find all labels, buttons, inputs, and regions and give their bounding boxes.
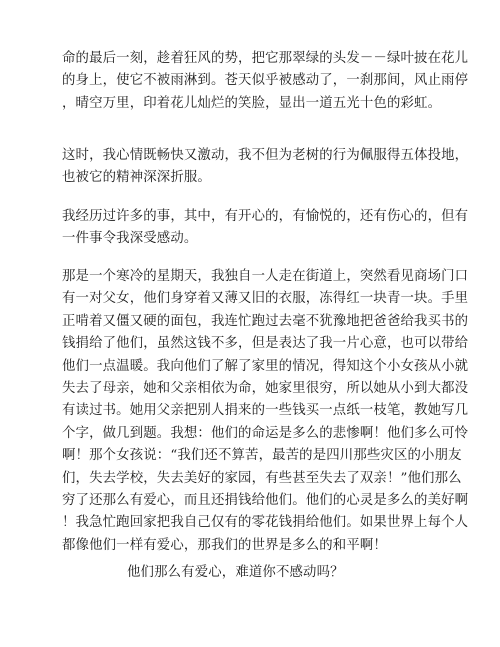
text-line: 都像他们一样有爱心，那我们的世界是多么的和平啊！ [62,537,387,553]
text-line: 他们一点温暖。我向他们了解了家里的情况，得知这个小女孩从小就 [62,358,469,374]
text-line: 那是一个寒冷的星期天，我独自一人走在街道上，突然看见商场门口 [62,269,469,284]
text-line: 有一对父女，他们身穿着又薄又旧的衣服，冻得红一块青一块。手里 [62,291,469,307]
text-line: ，晴空万里，印着花儿灿烂的笑脸，显出一道五光十色的彩虹。 [62,95,442,111]
text-line: 失去了母亲，她和父亲相依为命，她家里很穷，所以她从小到大都没 [62,381,469,397]
text-line: ！我急忙跑回家把我自己仅有的零花钱捐给他们。如果世界上每个人 [62,515,469,531]
text-line: 个字，做几到题。我想：他们的命运是多么的悲惨啊！他们多么可怜 [62,425,469,441]
text-line: 们，失去学校，失去美好的家园，有些甚至失去了双亲！”他们那么 [62,470,462,486]
text-line: 他们那么有爱心，难道你不感动吗？ [127,565,344,580]
text-line: 钱捐给了他们，虽然这钱不多，但是表达了我一片心意，也可以带给 [62,336,469,352]
text-line: 也被它的精神深深折服。 [62,170,211,186]
text-line: 啊！那个女孩说：“我们还不算苦，最苦的是四川那些灾区的小朋友 [62,448,462,464]
paragraph-4 [62,266,469,557]
text-line: 正啃着又僵又硬的面包，我连忙跑过去毫不犹豫地把爸爸给我买书的 [62,313,469,329]
text-line: 穷了还那么有爱心，而且还捐钱给他们。他们的心灵是多么的美好啊 [62,493,469,509]
text-line: 的身上，使它不被雨淋到。苍天似乎被感动了，一刹那间，风止雨停 [62,73,469,89]
paragraph-1 [62,48,469,115]
text-line: 这时，我心情既畅快又激动，我不但为老树的行为佩服得五体投地， [62,148,469,163]
paragraph-3 [62,206,469,251]
paragraph-2 [62,145,469,190]
text-line: 我经历过许多的事，其中，有开心的，有愉悦的，还有伤心的，但有 [62,209,469,224]
text-line: 有读过书。她用父亲把别人捐来的一些钱买一点纸一枝笔，教她写几 [62,403,469,419]
text-line: 一件事令我深受感动。 [62,231,198,247]
text-line: 命的最后一刻，趁着狂风的势，把它那翠绿的头发－－绿叶披在花儿 [62,51,469,66]
paragraph-5 [127,562,500,584]
